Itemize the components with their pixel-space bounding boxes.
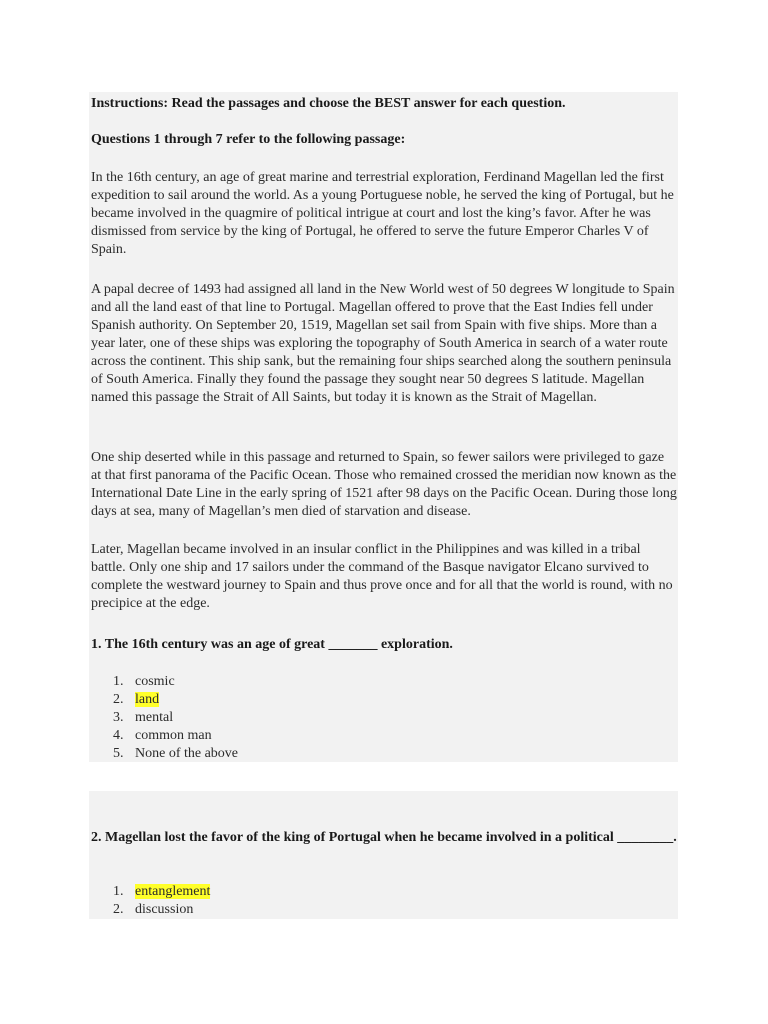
- highlighted-answer: land: [135, 692, 160, 707]
- answer-option[interactable]: 5. None of the above: [113, 746, 239, 761]
- passage-block: [89, 92, 678, 762]
- highlighted-answer: entanglement: [135, 884, 211, 899]
- passage-paragraph: In the 16th century, an age of great marine and terrestrial exploration, Ferdinand Magellan led the first expedition to sail around the world. As a young Portuguese noble, he served the king of Portugal, but he became involved in the quagmire of political intrigue at court and lost the king’s favor. After he was dismissed from service by the king of Portugal, he offered to serve the future Emperor Charles V of Spain.: [91, 170, 674, 257]
- passage-intro: Questions 1 through 7 refer to the following passage:: [91, 132, 406, 147]
- question-1: 1. The 16th century was an age of great _______ exploration.: [91, 637, 453, 652]
- question-2-block: [89, 791, 678, 919]
- instructions: Instructions: Read the passages and choose the BEST answer for each question.: [91, 96, 566, 111]
- question-1-options: [91, 673, 677, 763]
- answer-option[interactable]: 2. discussion: [113, 902, 194, 917]
- answer-option[interactable]: 1. entanglement: [113, 884, 211, 899]
- passage-paragraph: Later, Magellan became involved in an insular conflict in the Philippines and was killed in a tribal battle. Only one ship and 17 sailors under the command of the Basque navigator Elcano survived to complete the westward journey to Spain and thus prove once and for all that the world is round, with no precipice at the edge.: [91, 542, 673, 611]
- answer-option[interactable]: 3. mental: [113, 710, 174, 725]
- question-2-options: [91, 883, 677, 919]
- answer-option[interactable]: 1. cosmic: [113, 674, 175, 689]
- passage-paragraph: A papal decree of 1493 had assigned all land in the New World west of 50 degrees W longitude to Spain and all the land east of that line to Portugal. Magellan offered to prove that the East Indies fell under Spanish authority. On September 20, 1519, Magellan set sail from Spain with five ships. More than a year later, one of these ships was exploring the topography of South America in search of a water route across the continent. This ship sank, but the remaining four ships searched along the southern peninsula of South America. Finally they found the passage they sought near 50 degrees S latitude. Magellan named this passage the Strait of All Saints, but today it is known as the Strait of Magellan.: [91, 282, 675, 405]
- passage-paragraph: One ship deserted while in this passage and returned to Spain, so fewer sailors were privileged to gaze at that first panorama of the Pacific Ocean. Those who remained crossed the meridian now known as the International Date Line in the early spring of 1521 after 98 days on the Pacific Ocean. During those long days at sea, many of Magellan’s men died of starvation and disease.: [91, 450, 677, 519]
- question-2: 2. Magellan lost the favor of the king of Portugal when he became involved in a political ________.: [91, 830, 677, 845]
- answer-option[interactable]: 4. common man: [113, 728, 212, 743]
- answer-option[interactable]: 2. land: [113, 692, 160, 707]
